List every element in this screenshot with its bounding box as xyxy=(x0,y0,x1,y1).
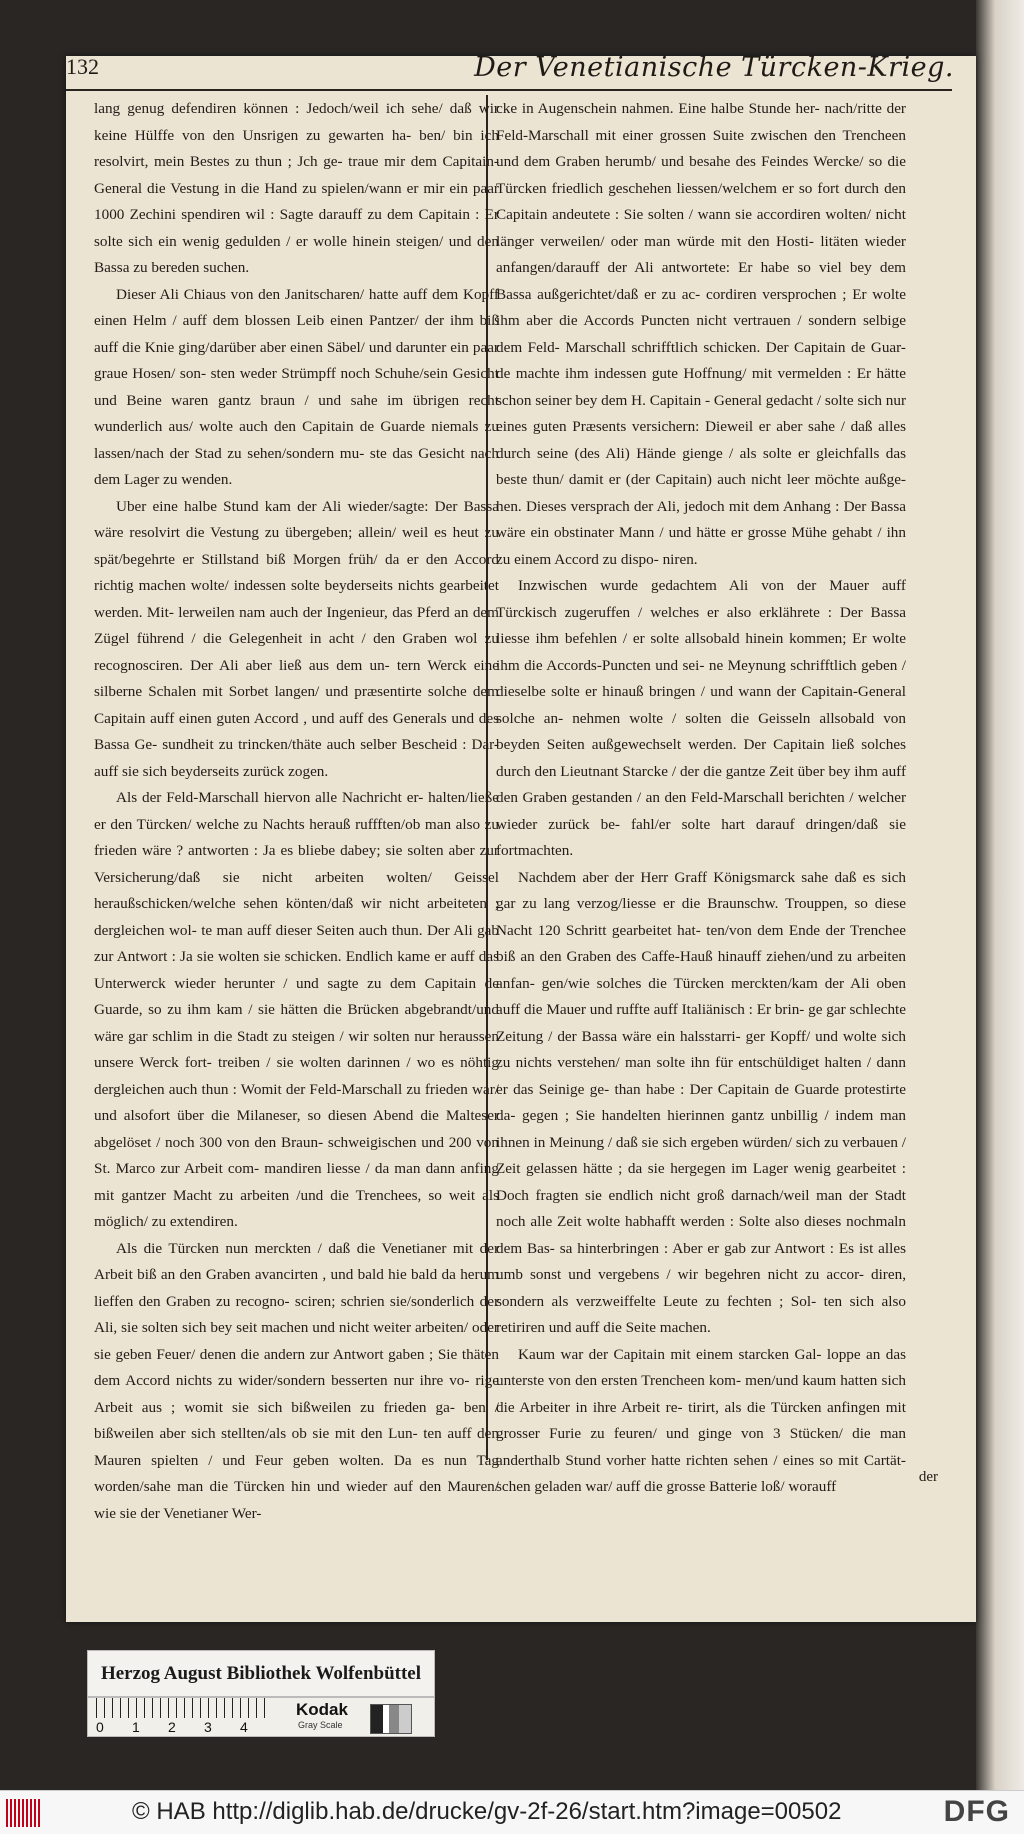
right-column xyxy=(496,96,906,1501)
paragraph: Als die Türcken nun merckten / daß die Venetianer mit der Arbeit biß an den Graben avancirten , und bald hie bald da herum lieffen den Graben zu recogno- sciren; schrien sie/sonderlich der Ali, sie solten sich bey seit machen und nicht weiter arbeiten/ oder sie geben Feuer/ denen die andern zur Antwort gaben ; Sie thäten dem Accord nichts zu wider/sondern besserten nur ihre vo- rige Arbeit aus ; womit sie sich bißweilen zu frieden ga- ben / bißweilen aber sich stellten/als ob sie mit den Lun- ten auff den Mauren spielten / und Feur geben wolten. Da es nun Tag worden/sahe man die Türcken hin und wieder auf den Mauren/ wie sie der Venetianer Wer- xyxy=(94,1239,499,1522)
ruler-ticks xyxy=(96,1698,266,1718)
paragraph: Dieser Ali Chiaus von den Janitscharen/ hatte auff dem Kopff einen Helm / auff dem blossen Leib einen Pantzer/ der ihm biß auff die Knie ging/darüber aber einen Säbel/ und darunter ein paar graue Hosen/ son- sten weder Strümpff noch Schuhe/sein Gesicht und Beine waren gantz braun / und sahe im übrigen recht wunderlich aus/ wolte auch den Capitain de Guarde niemals zu lassen/nach der Stad zu sehen/sondern mu- ste das Gesicht nach dem Lager zu wenden. xyxy=(94,285,499,488)
paragraph: Uber eine halbe Stund kam der Ali wieder/sagte: Der Bassa wäre resolvirt die Vestung zu übergeben; allein/ weil es heut zu spät/begehrte er Stillstand biß Morgen früh/ da er den Accord richtig machen wolte/ indessen solte beyderseits nichts gearbeitet werden. Mit- lerweilen nam auch der Ingenieur, das Pferd an dem Zügel führend / die Gelegenheit in acht / den Graben wol zu recognosciren. Der Ali aber ließ aus dem un- tern Werck eine silberne Schalen mit Sorbet langen/ und præsentirte solche dem Capitain auff einen guten Accord , und auff des Generals und des Bassa Ge- sundheit zu trincken/thäte auch selber Bescheid : Dar- auff sie sich beyderseits zurück zogen. xyxy=(94,497,499,780)
paragraph: Als der Feld-Marschall hiervon alle Nachricht er- halten/ließe er den Türcken/ welche zu Nachts herauß ruffften/ob man also zu frieden wäre ? antworten : Ja es bliebe dabey; sie solten aber zur Versicherung/daß sie nicht arbeiten wolten/ Geissel heraußschicken/welche sehen könten/daß wir nicht arbeiteten ; dergleichen wol- te man auff dieser Seiten auch thun. Der Ali gab zur Antwort : Ja sie wolten sie schicken. Endlich kame er auff das Unterwerck wieder herunter / und sagte zu dem Capitain de Guarde, so zu ihm kam / sie hätten die Brücken abgebrandt/und wäre gar schlim in die Stadt zu steigen / wir solten nur heraussen unsere Werck fort- treiben / sie wolten darinnen / wo es nöhtig dergleichen auch thun : Womit der Feld-Marschall zu frieden war/ und alsofort über die Milaneser, so diesen Abend die Malteser abgelöset / noch 300 von den Braun- schweigischen und 200 von St. Marco zur Arbeit com- mandiren liesse / da man dann anfing mit gantzer Macht zu arbeiten /und die Trenchees, so weit als möglich/ zu extendiren. xyxy=(94,789,499,1230)
paragraph: Nachdem aber der Herr Graff Königsmarck sahe daß es sich gar zu lang verzog/liesse er die Braunschw. Trouppen, so diese Nacht 120 Schritt gearbeitet hat- ten/von dem Ende der Trenchee biß an den Graben des Caffe-Hauß hinauff ziehen/und zu arbeiten anfan- gen/wie solches die Türcken merckten/kam der Ali oben auff die Mauer und ruffte auff Italiänisch : Er brin- ge gar schlechte Zeitung / der Bassa wäre ein halsstarri- ger Kopff/ und wolte sich zu nichts verstehen/ man solte ihn für entschüldiget halten / dann er das Seinige ge- than habe : Der Capitain de Guarde protestirte da- gegen ; Sie handelten hierinnen gantz unbillig / indem man ihnen in Meinung / daß sie sich ergeben würden/ sich zu verbauen / Zeit gelassen hätte ; da sie hergegen im Lager wenig gearbeitet : Doch fragten sie endlich nicht groß darnach/weil man der Stadt noch alle Zeit wolte habhafft werden : Solte also dieses nochmaln dem Bas- sa hinterbringen : Aber er gab zur Antwort : Es ist alles umb sonst und vergebens / wir begehren nicht zu accor- diren, sondern als verzweiffelte Leute zu fechten ; Sol- ten sich also retiriren und auff die Seite machen. xyxy=(496,868,906,1336)
library-name: Herzog August Bibliothek Wolfenbüttel xyxy=(100,1663,422,1684)
paragraph: lang genug defendiren können : Jedoch/weil ich sehe/ daß wir keine Hülffe von den Unsrigen zu gewarten ha- ben/ bin ich resolvirt, mein Bestes zu thun ; Jch ge- traue mir dem Capitain-General die Vestung in die Hand zu spielen/wann er mir ein paar 1000 Zechini spendiren wil : Sagte darauff zu dem Capitain : Er solte sich ein wenig gedulden / er wolle hinein steigen/ und den Bassa zu bereden suchen. xyxy=(94,100,499,276)
footer-link[interactable]: © HAB http://diglib.hab.de/drucke/gv-2f-26/start.htm?image=00502 xyxy=(132,1798,842,1825)
left-column xyxy=(94,96,499,1527)
ruler-number: 0 xyxy=(96,1719,104,1735)
paragraph: cke in Augenschein nahmen. Eine halbe Stunde her- nach/ritte der Feld-Marschall mit einer grossen Suite zwischen den Trencheen und dem Graben herumb/ und besahe des Feindes Wercke/ so die Türcken friedlich geschehen liessen/welchem er so fort durch den Capitain andeutete : Sie solten / wann sie accordiren wolten/ nicht länger verweilen/ oder man würde mit den Hosti- litäten wieder anfangen/darauff der Ali antwortete: Er habe so viel bey dem Bassa außgerichtet/daß er zu ac- cordiren versprochen ; Er wolte ihm aber die Accords Puncten nicht vertrauen / sondern selbige dem Feld- Marschall schrifftlich schicken. Der Capitain de Guar- de machte ihm indessen gute Hoffnung/ mit vermelden : Er hätte schon seiner bey dem H. Capitain - General gedacht / solte sich nur eines guten Præsents versichern: Dieweil er aber sahe / daß alles durch seine (des Ali) Hände gienge / als solte er gleichfalls das beste thun/ damit er (der Capitain) auch nicht leer möchte außge- hen. Dieses versprach der Ali, jedoch mit dem Anhang : Der Bassa wäre ein obstinater Mann / und hätte er grosse Mühe gehabt / ihn zu einem Accord zu dispo- niren. xyxy=(496,100,906,568)
gray-scale-label: Gray Scale xyxy=(298,1720,343,1730)
kodak-logo: Kodak xyxy=(296,1700,348,1719)
dfg-logo: DFG xyxy=(943,1795,1010,1828)
catchword: der xyxy=(918,1469,938,1485)
footer-bar xyxy=(0,1790,1024,1834)
gray-swatch xyxy=(370,1704,412,1734)
library-label xyxy=(87,1650,435,1697)
header-rule xyxy=(66,89,952,91)
adjacent-page-edge xyxy=(976,0,1024,1790)
page-number: 132 xyxy=(66,54,99,79)
ruler-numbers xyxy=(96,1719,296,1737)
ruler-number: 2 xyxy=(168,1719,176,1735)
running-title: Der Venetianische Türcken-Krieg. xyxy=(474,52,954,83)
ruler-number: 1 xyxy=(132,1719,140,1735)
paragraph: Inzwischen wurde gedachtem Ali von der Mauer auff Türckisch zugeruffen / welches er also erklährete : Der Bassa liesse ihm befehlen / er solte allsobald hinein kommen; Er wolte ihm die Accords-Puncten und sei- ne Meynung schrifftlich geben / dieselbe solte er hinauß bringen / und wann der Capitain-General solche an- nehmen wolte / solten die Geisseln allsobald von beyden Seiten außgewechselt werden. Der Capitain ließ solches durch den Lieutnant Starcke / der die gantze Zeit über bey ihm auff den Graben gestanden / an den Feld-Marschall berichten / welcher wieder zurück be- fahl/er solte hart darauf dringen/daß sie fortmachten. xyxy=(496,577,906,859)
ruler-number: 4 xyxy=(240,1719,248,1735)
ruler-number: 3 xyxy=(204,1719,212,1735)
hab-logo-icon xyxy=(6,1799,42,1827)
paragraph: Kaum war der Capitain mit einem starcken Gal- loppe an das unterste von den ersten Trencheen kom- men/und kaum hatten sich die Arbeiter in ihre Arbeit re- tirirt, als die Türcken anfingen mit grosser Furie zu feuren/ und ginge von 3 Stücken/ die man anderthalb Stund vorher hatte richten sehen / eines so mit Cartät- schen geladen war/ auff die grosse Batterie loß/ worauff xyxy=(496,1345,906,1495)
color-calibration-card xyxy=(87,1697,435,1737)
